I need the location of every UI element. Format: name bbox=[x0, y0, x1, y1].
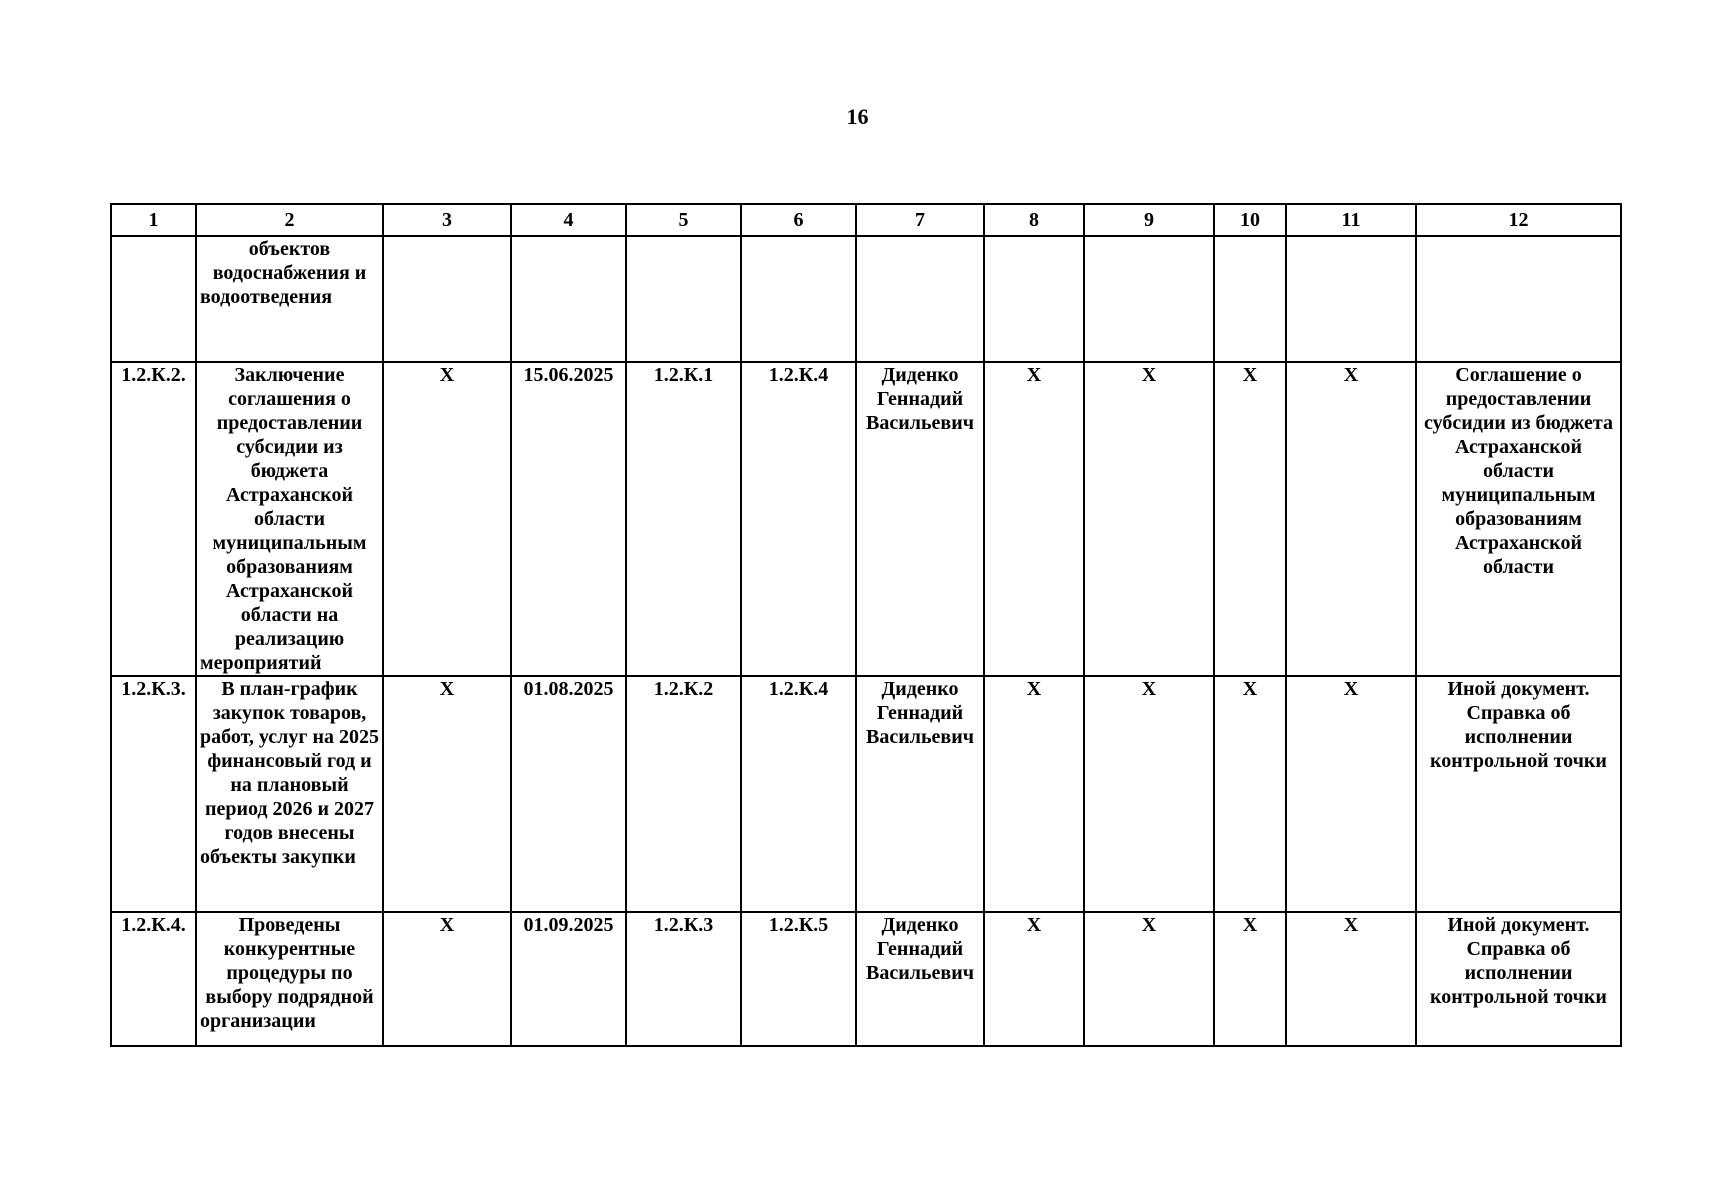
table-cell bbox=[1214, 236, 1286, 362]
table-row bbox=[111, 236, 1621, 362]
row-successor: 1.2.К.4 bbox=[741, 362, 856, 676]
row-responsible bbox=[856, 236, 984, 362]
row-predecessor: 1.2.К.2 bbox=[626, 676, 741, 912]
table-cell: X bbox=[984, 676, 1084, 912]
row-predecessor: 1.2.К.3 bbox=[626, 912, 741, 1046]
table-cell: X bbox=[383, 676, 511, 912]
table-cell bbox=[1084, 236, 1214, 362]
row-description: Проведены конкурентные процедуры по выбору подрядной организации bbox=[196, 912, 383, 1046]
table-cell bbox=[1286, 236, 1416, 362]
row-date: 15.06.2025 bbox=[511, 362, 626, 676]
row-document: Соглашение о предоставлении субсидии из бюджета Астраханской области муниципальным образованиям Астраханской области bbox=[1416, 362, 1621, 676]
table-cell: X bbox=[1286, 676, 1416, 912]
table-cell: X bbox=[1214, 912, 1286, 1046]
column-header: 11 bbox=[1286, 204, 1416, 236]
column-header: 6 bbox=[741, 204, 856, 236]
table-cell: X bbox=[383, 362, 511, 676]
column-header: 7 bbox=[856, 204, 984, 236]
row-successor: 1.2.К.4 bbox=[741, 676, 856, 912]
row-code: 1.2.К.3. bbox=[111, 676, 196, 912]
row-description: В план-график закупок товаров, работ, услуг на 2025 финансовый год и на плановый период 2026 и 2027 годов внесены объекты закупки bbox=[196, 676, 383, 912]
table-cell bbox=[984, 236, 1084, 362]
row-predecessor bbox=[626, 236, 741, 362]
row-description: Заключение соглашения о предоставлении субсидии из бюджета Астраханской области муниципальным образованиям Астраханской области на реализацию мероприятий bbox=[196, 362, 383, 676]
row-date: 01.09.2025 bbox=[511, 912, 626, 1046]
column-header: 9 bbox=[1084, 204, 1214, 236]
table-cell bbox=[383, 236, 511, 362]
column-header: 12 bbox=[1416, 204, 1621, 236]
table-cell: X bbox=[984, 362, 1084, 676]
page-number: 16 bbox=[846, 104, 869, 129]
table-cell: X bbox=[1286, 912, 1416, 1046]
column-header: 1 bbox=[111, 204, 196, 236]
row-responsible: Диденко Геннадий Васильевич bbox=[856, 912, 984, 1046]
table-cell: X bbox=[1084, 912, 1214, 1046]
table-row bbox=[111, 676, 1621, 912]
row-date: 01.08.2025 bbox=[511, 676, 626, 912]
table-cell: X bbox=[1084, 362, 1214, 676]
column-header: 4 bbox=[511, 204, 626, 236]
row-code bbox=[111, 236, 196, 362]
row-code: 1.2.К.4. bbox=[111, 912, 196, 1046]
table-row bbox=[111, 912, 1621, 1046]
column-header: 3 bbox=[383, 204, 511, 236]
row-responsible: Диденко Геннадий Васильевич bbox=[856, 362, 984, 676]
table-row bbox=[111, 362, 1621, 676]
row-predecessor: 1.2.К.1 bbox=[626, 362, 741, 676]
row-code: 1.2.К.2. bbox=[111, 362, 196, 676]
column-header: 2 bbox=[196, 204, 383, 236]
column-header: 8 bbox=[984, 204, 1084, 236]
control-points-table bbox=[110, 203, 1622, 1047]
table-cell: X bbox=[1214, 676, 1286, 912]
table-header-row bbox=[111, 204, 1621, 236]
table-cell: X bbox=[383, 912, 511, 1046]
row-document: Иной документ. Справка об исполнении контрольной точки bbox=[1416, 912, 1621, 1046]
row-date bbox=[511, 236, 626, 362]
row-successor: 1.2.К.5 bbox=[741, 912, 856, 1046]
row-description: объектов водоснабжения и водоотведения bbox=[196, 236, 383, 362]
row-responsible: Диденко Геннадий Васильевич bbox=[856, 676, 984, 912]
table-cell: X bbox=[1214, 362, 1286, 676]
row-document: Иной документ. Справка об исполнении контрольной точки bbox=[1416, 676, 1621, 912]
row-document bbox=[1416, 236, 1621, 362]
table-cell: X bbox=[984, 912, 1084, 1046]
column-header: 10 bbox=[1214, 204, 1286, 236]
column-header: 5 bbox=[626, 204, 741, 236]
table-cell: X bbox=[1084, 676, 1214, 912]
table-cell: X bbox=[1286, 362, 1416, 676]
row-successor bbox=[741, 236, 856, 362]
